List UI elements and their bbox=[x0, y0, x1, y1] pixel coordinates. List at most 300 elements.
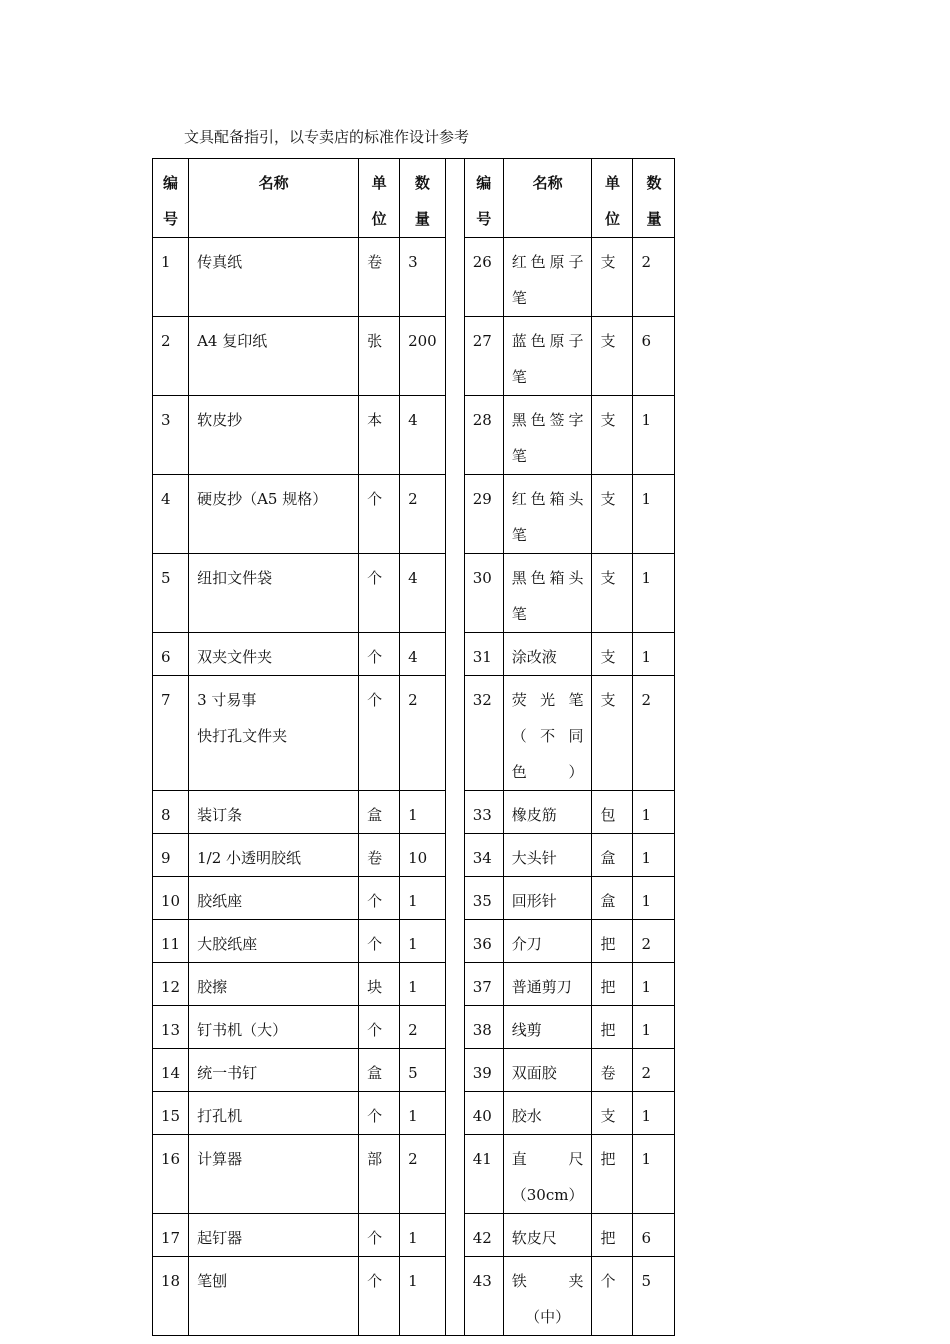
header-no-line: 号 bbox=[163, 210, 179, 228]
item-unit bbox=[359, 1006, 400, 1049]
item-unit bbox=[592, 834, 633, 877]
item-quantity-line: 1 bbox=[408, 1272, 418, 1290]
item-name bbox=[189, 1049, 359, 1092]
header-no-line: 编 bbox=[476, 174, 492, 192]
item-name-line: 统一书钉 bbox=[197, 1064, 258, 1082]
item-number-line: 43 bbox=[472, 1272, 492, 1290]
item-number-line: 27 bbox=[472, 332, 492, 350]
item-name bbox=[189, 1006, 359, 1049]
item-quantity-line: 1 bbox=[641, 569, 651, 587]
item-quantity-line: 1 bbox=[641, 1150, 651, 1168]
item-quantity-line: 1 bbox=[408, 892, 418, 910]
item-number bbox=[464, 834, 503, 877]
item-number bbox=[464, 963, 503, 1006]
item-number-line: 5 bbox=[161, 569, 171, 587]
item-name-line: （30cm） bbox=[511, 1186, 584, 1204]
item-quantity bbox=[400, 877, 446, 920]
item-name bbox=[503, 396, 592, 475]
item-unit bbox=[359, 920, 400, 963]
header-no bbox=[464, 159, 503, 238]
item-name-line: 红色原子 bbox=[511, 253, 584, 271]
item-name bbox=[503, 963, 592, 1006]
item-name bbox=[189, 1135, 359, 1214]
item-number bbox=[464, 317, 503, 396]
table-row bbox=[153, 1092, 675, 1135]
item-number bbox=[464, 1135, 503, 1214]
item-name bbox=[503, 877, 592, 920]
item-unit bbox=[592, 676, 633, 791]
item-quantity bbox=[633, 920, 675, 963]
item-number bbox=[464, 920, 503, 963]
item-quantity-line: 5 bbox=[408, 1064, 418, 1082]
item-quantity-line: 1 bbox=[641, 1021, 651, 1039]
item-number-line: 36 bbox=[472, 935, 492, 953]
item-name bbox=[189, 1092, 359, 1135]
item-quantity-line: 6 bbox=[641, 332, 651, 350]
item-quantity bbox=[400, 1214, 446, 1257]
item-unit-line: 支 bbox=[600, 332, 616, 350]
item-number bbox=[153, 963, 189, 1006]
item-number-line: 14 bbox=[161, 1064, 181, 1082]
header-unit bbox=[359, 159, 400, 238]
table-row bbox=[153, 1006, 675, 1049]
item-number bbox=[464, 1092, 503, 1135]
item-unit bbox=[359, 238, 400, 317]
item-quantity bbox=[400, 1006, 446, 1049]
item-name-line: 介刀 bbox=[511, 935, 542, 953]
item-unit bbox=[592, 1257, 633, 1336]
item-unit bbox=[359, 475, 400, 554]
item-name-line: 双夹文件夹 bbox=[197, 648, 273, 666]
item-number bbox=[153, 1006, 189, 1049]
item-quantity bbox=[633, 396, 675, 475]
item-quantity bbox=[633, 238, 675, 317]
item-number-line: 42 bbox=[472, 1229, 492, 1247]
table-row bbox=[153, 676, 675, 791]
item-name bbox=[503, 791, 592, 834]
item-quantity bbox=[400, 834, 446, 877]
table-row bbox=[153, 554, 675, 633]
item-number-line: 1 bbox=[161, 253, 171, 271]
item-name-line: 笔 bbox=[511, 447, 527, 465]
item-name-line: 大头针 bbox=[511, 849, 557, 867]
item-unit bbox=[592, 877, 633, 920]
item-name-line: 笔刨 bbox=[197, 1272, 228, 1290]
item-number-line: 28 bbox=[472, 411, 492, 429]
item-unit-line: 支 bbox=[600, 490, 616, 508]
item-quantity-line: 5 bbox=[641, 1272, 651, 1290]
item-quantity bbox=[633, 1092, 675, 1135]
table-row bbox=[153, 834, 675, 877]
item-number-line: 37 bbox=[472, 978, 492, 996]
item-name bbox=[503, 1257, 592, 1336]
item-name-line: 铁夹 bbox=[511, 1272, 584, 1290]
item-unit-line: 个 bbox=[600, 1272, 616, 1290]
item-quantity bbox=[400, 317, 446, 396]
item-number bbox=[153, 1049, 189, 1092]
item-name-line: 胶水 bbox=[511, 1107, 542, 1125]
item-unit-line: 支 bbox=[600, 1107, 616, 1125]
header-name bbox=[189, 159, 359, 238]
item-name bbox=[189, 877, 359, 920]
item-quantity bbox=[633, 1006, 675, 1049]
item-number-line: 4 bbox=[161, 490, 171, 508]
item-name-line: 橡皮筋 bbox=[511, 806, 557, 824]
table-row bbox=[153, 791, 675, 834]
table-row bbox=[153, 1049, 675, 1092]
header-name bbox=[503, 159, 592, 238]
item-name bbox=[503, 1135, 592, 1214]
item-unit-line: 把 bbox=[600, 935, 616, 953]
item-name bbox=[189, 920, 359, 963]
item-quantity-line: 1 bbox=[641, 490, 651, 508]
item-unit bbox=[592, 1214, 633, 1257]
item-unit-line: 卷 bbox=[367, 253, 383, 271]
item-unit-line: 个 bbox=[367, 1107, 383, 1125]
item-name-line: 回形针 bbox=[511, 892, 557, 910]
item-unit bbox=[359, 1214, 400, 1257]
item-name-line: 直尺 bbox=[511, 1150, 584, 1168]
item-number-line: 33 bbox=[472, 806, 492, 824]
item-number bbox=[153, 238, 189, 317]
item-unit-line: 个 bbox=[367, 490, 383, 508]
stationery-table bbox=[152, 158, 675, 1336]
header-unit-line: 单 bbox=[604, 174, 620, 192]
header-no-line: 号 bbox=[476, 210, 492, 228]
item-unit bbox=[592, 791, 633, 834]
item-quantity-line: 4 bbox=[408, 569, 418, 587]
table-row bbox=[153, 317, 675, 396]
item-number-line: 30 bbox=[472, 569, 492, 587]
header-qty bbox=[633, 159, 675, 238]
item-number-line: 15 bbox=[161, 1107, 181, 1125]
item-name-line: A4 复印纸 bbox=[197, 332, 268, 350]
item-number-line: 13 bbox=[161, 1021, 181, 1039]
table-row bbox=[153, 920, 675, 963]
item-name-line: 红色箱头 bbox=[511, 490, 584, 508]
item-unit-line: 块 bbox=[367, 978, 383, 996]
item-unit-line: 把 bbox=[600, 1150, 616, 1168]
item-unit bbox=[592, 1092, 633, 1135]
table-header-row bbox=[153, 159, 675, 238]
item-number-line: 31 bbox=[472, 648, 492, 666]
column-gap bbox=[445, 159, 464, 1336]
item-quantity-line: 2 bbox=[408, 1021, 418, 1039]
item-unit bbox=[359, 317, 400, 396]
item-unit bbox=[359, 676, 400, 791]
item-quantity bbox=[633, 475, 675, 554]
item-quantity bbox=[400, 1049, 446, 1092]
item-unit bbox=[592, 633, 633, 676]
table-row bbox=[153, 633, 675, 676]
item-name bbox=[503, 633, 592, 676]
item-number-line: 29 bbox=[472, 490, 492, 508]
item-number bbox=[464, 1214, 503, 1257]
item-quantity bbox=[633, 633, 675, 676]
item-name-line: 打孔机 bbox=[197, 1107, 243, 1125]
table-row bbox=[153, 963, 675, 1006]
item-number bbox=[464, 1257, 503, 1336]
item-quantity bbox=[633, 554, 675, 633]
item-name bbox=[503, 554, 592, 633]
item-number-line: 9 bbox=[161, 849, 171, 867]
table-row bbox=[153, 1257, 675, 1336]
item-unit bbox=[592, 1135, 633, 1214]
item-number-line: 18 bbox=[161, 1272, 181, 1290]
item-quantity-line: 1 bbox=[408, 935, 418, 953]
item-name bbox=[503, 1092, 592, 1135]
header-no bbox=[153, 159, 189, 238]
header-qty-line: 量 bbox=[414, 210, 430, 228]
item-number bbox=[153, 676, 189, 791]
item-name-line: 黑色签字 bbox=[511, 411, 584, 429]
item-unit-line: 卷 bbox=[367, 849, 383, 867]
item-unit bbox=[592, 920, 633, 963]
table-row bbox=[153, 1214, 675, 1257]
item-number bbox=[464, 676, 503, 791]
table-row bbox=[153, 877, 675, 920]
item-quantity bbox=[633, 791, 675, 834]
item-unit bbox=[359, 834, 400, 877]
item-number-line: 6 bbox=[161, 648, 171, 666]
item-unit-line: 盒 bbox=[600, 892, 616, 910]
item-number-line: 11 bbox=[161, 935, 181, 953]
item-quantity-line: 2 bbox=[641, 253, 651, 271]
item-unit bbox=[359, 1049, 400, 1092]
header-qty-line: 数 bbox=[646, 174, 662, 192]
item-unit bbox=[592, 1049, 633, 1092]
item-quantity-line: 1 bbox=[408, 1107, 418, 1125]
item-name-line: 色） bbox=[511, 763, 584, 781]
item-number bbox=[153, 1092, 189, 1135]
item-number bbox=[153, 475, 189, 554]
item-quantity-line: 2 bbox=[641, 935, 651, 953]
item-unit-line: 个 bbox=[367, 1272, 383, 1290]
item-number-line: 40 bbox=[472, 1107, 492, 1125]
item-quantity bbox=[400, 396, 446, 475]
header-unit-line: 位 bbox=[604, 210, 620, 228]
item-number-line: 35 bbox=[472, 892, 492, 910]
item-quantity-line: 10 bbox=[408, 849, 428, 867]
item-number bbox=[464, 791, 503, 834]
item-number bbox=[153, 317, 189, 396]
item-unit-line: 把 bbox=[600, 978, 616, 996]
item-quantity-line: 2 bbox=[408, 1150, 418, 1168]
item-number bbox=[153, 1214, 189, 1257]
item-unit bbox=[592, 1006, 633, 1049]
item-unit bbox=[592, 475, 633, 554]
item-name bbox=[189, 676, 359, 791]
item-unit-line: 支 bbox=[600, 691, 616, 709]
item-number bbox=[464, 877, 503, 920]
item-number bbox=[153, 834, 189, 877]
item-quantity bbox=[400, 1135, 446, 1214]
item-quantity bbox=[633, 1257, 675, 1336]
item-unit-line: 个 bbox=[367, 1021, 383, 1039]
item-name-line: 普通剪刀 bbox=[511, 978, 572, 996]
item-unit bbox=[592, 317, 633, 396]
item-quantity bbox=[400, 1257, 446, 1336]
item-quantity bbox=[633, 1214, 675, 1257]
item-unit-line: 盒 bbox=[600, 849, 616, 867]
item-number bbox=[153, 791, 189, 834]
item-quantity-line: 1 bbox=[641, 978, 651, 996]
item-number bbox=[153, 877, 189, 920]
header-unit-line: 位 bbox=[371, 210, 387, 228]
item-name-line: 3 寸易事 bbox=[197, 691, 257, 709]
document-title: 文具配备指引，以专卖店的标准作设计参考 bbox=[184, 128, 470, 146]
item-name-line: 软皮尺 bbox=[511, 1229, 557, 1247]
item-unit-line: 本 bbox=[367, 411, 383, 429]
item-name-line: 硬皮抄（A5 规格） bbox=[197, 490, 328, 508]
item-unit-line: 把 bbox=[600, 1229, 616, 1247]
item-unit bbox=[359, 963, 400, 1006]
item-number bbox=[464, 633, 503, 676]
header-name-line: 名称 bbox=[532, 174, 563, 192]
item-unit-line: 个 bbox=[367, 569, 383, 587]
item-unit-line: 支 bbox=[600, 648, 616, 666]
item-unit-line: 个 bbox=[367, 648, 383, 666]
item-quantity-line: 2 bbox=[641, 691, 651, 709]
item-name bbox=[503, 920, 592, 963]
table-row bbox=[153, 396, 675, 475]
item-name-line: 大胶纸座 bbox=[197, 935, 258, 953]
item-name bbox=[189, 791, 359, 834]
item-number-line: 16 bbox=[161, 1150, 181, 1168]
table-row bbox=[153, 475, 675, 554]
item-quantity-line: 6 bbox=[641, 1229, 651, 1247]
item-name bbox=[503, 317, 592, 396]
item-unit bbox=[592, 963, 633, 1006]
item-unit-line: 盒 bbox=[367, 806, 383, 824]
item-name bbox=[189, 475, 359, 554]
item-name bbox=[189, 317, 359, 396]
item-unit bbox=[592, 554, 633, 633]
item-name-line: 传真纸 bbox=[197, 253, 243, 271]
item-unit-line: 部 bbox=[367, 1150, 383, 1168]
item-quantity-line: 1 bbox=[408, 978, 418, 996]
header-unit bbox=[592, 159, 633, 238]
item-quantity-line: 2 bbox=[408, 691, 418, 709]
item-number bbox=[464, 554, 503, 633]
item-quantity-line: 1 bbox=[641, 411, 651, 429]
table-row bbox=[153, 1135, 675, 1214]
item-name-line: 蓝色原子 bbox=[511, 332, 584, 350]
item-quantity bbox=[633, 1049, 675, 1092]
item-name-line: 胶擦 bbox=[197, 978, 228, 996]
item-unit-line: 个 bbox=[367, 892, 383, 910]
item-quantity bbox=[633, 676, 675, 791]
item-number bbox=[153, 1257, 189, 1336]
item-name-line: 装订条 bbox=[197, 806, 243, 824]
item-name-line: 1/2 小透明胶纸 bbox=[197, 849, 302, 867]
item-name-line: 笔 bbox=[511, 368, 527, 386]
item-number-line: 26 bbox=[472, 253, 492, 271]
item-quantity-line: 1 bbox=[641, 892, 651, 910]
item-number bbox=[153, 1135, 189, 1214]
item-name-line: 纽扣文件袋 bbox=[197, 569, 273, 587]
item-quantity-line: 1 bbox=[641, 849, 651, 867]
item-name bbox=[189, 633, 359, 676]
item-number bbox=[464, 1006, 503, 1049]
item-quantity bbox=[400, 676, 446, 791]
table-row bbox=[153, 238, 675, 317]
item-unit-line: 个 bbox=[367, 1229, 383, 1247]
item-quantity-line: 2 bbox=[408, 490, 418, 508]
item-name bbox=[503, 1214, 592, 1257]
item-name-line: 涂改液 bbox=[511, 648, 557, 666]
header-qty bbox=[400, 159, 446, 238]
item-name-line: 快打孔文件夹 bbox=[197, 727, 288, 745]
item-quantity-line: 4 bbox=[408, 411, 418, 429]
item-quantity-line: 1 bbox=[641, 806, 651, 824]
item-name bbox=[503, 1006, 592, 1049]
item-name bbox=[503, 238, 592, 317]
item-unit-line: 把 bbox=[600, 1021, 616, 1039]
item-name-line: 胶纸座 bbox=[197, 892, 243, 910]
item-unit bbox=[359, 791, 400, 834]
item-unit-line: 张 bbox=[367, 332, 383, 350]
item-unit bbox=[359, 396, 400, 475]
item-name-line: 笔 bbox=[511, 605, 527, 623]
item-unit bbox=[359, 1135, 400, 1214]
item-unit-line: 个 bbox=[367, 935, 383, 953]
item-number-line: 38 bbox=[472, 1021, 492, 1039]
item-unit bbox=[359, 633, 400, 676]
item-quantity-line: 200 bbox=[408, 332, 437, 350]
header-name-line: 名称 bbox=[258, 174, 289, 192]
item-number bbox=[153, 396, 189, 475]
item-number bbox=[464, 475, 503, 554]
item-name-line: （中） bbox=[525, 1308, 571, 1326]
item-number-line: 12 bbox=[161, 978, 181, 996]
item-quantity-line: 3 bbox=[408, 253, 418, 271]
item-quantity-line: 1 bbox=[641, 648, 651, 666]
item-name bbox=[189, 1257, 359, 1336]
item-name-line: 笔 bbox=[511, 526, 527, 544]
item-name bbox=[189, 963, 359, 1006]
item-number-line: 3 bbox=[161, 411, 171, 429]
item-quantity bbox=[400, 1092, 446, 1135]
item-quantity bbox=[400, 238, 446, 317]
item-quantity bbox=[400, 475, 446, 554]
item-quantity bbox=[400, 791, 446, 834]
item-name-line: 计算器 bbox=[197, 1150, 243, 1168]
item-quantity-line: 1 bbox=[641, 1107, 651, 1125]
item-quantity-line: 1 bbox=[408, 1229, 418, 1247]
header-no-line: 编 bbox=[163, 174, 179, 192]
item-name bbox=[189, 834, 359, 877]
item-number bbox=[464, 238, 503, 317]
item-name bbox=[503, 475, 592, 554]
item-name bbox=[503, 1049, 592, 1092]
item-number-line: 39 bbox=[472, 1064, 492, 1082]
item-name bbox=[189, 238, 359, 317]
item-name-line: 荧光笔 bbox=[511, 691, 584, 709]
item-unit bbox=[592, 238, 633, 317]
item-name-line: 双面胶 bbox=[511, 1064, 557, 1082]
item-name-line: 钉书机（大） bbox=[197, 1021, 288, 1039]
item-name bbox=[503, 676, 592, 791]
item-name bbox=[189, 554, 359, 633]
item-number-line: 41 bbox=[472, 1150, 492, 1168]
item-unit-line: 支 bbox=[600, 253, 616, 271]
item-name-line: 起钉器 bbox=[197, 1229, 243, 1247]
item-quantity-line: 2 bbox=[641, 1064, 651, 1082]
item-quantity bbox=[633, 317, 675, 396]
item-quantity bbox=[633, 1135, 675, 1214]
item-name-line: （不同 bbox=[511, 727, 584, 745]
